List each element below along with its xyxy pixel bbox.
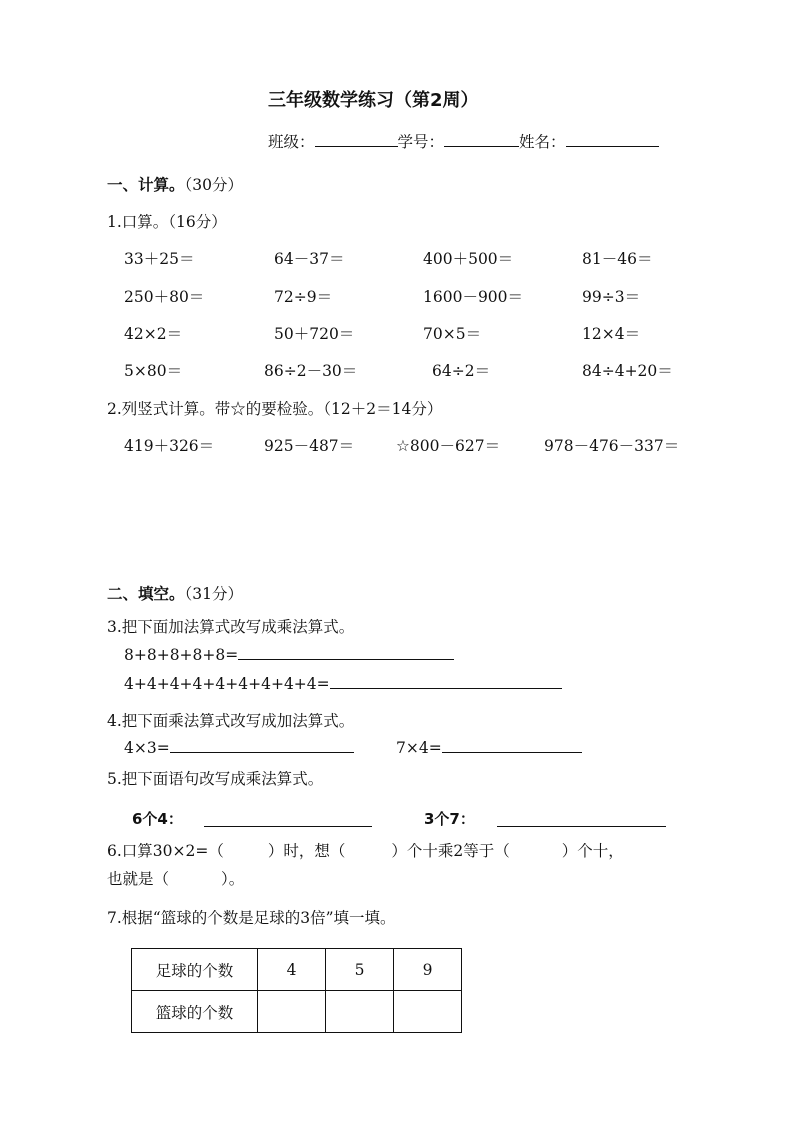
q1-item: 250＋80＝ xyxy=(124,288,205,306)
q3-answer-blank[interactable] xyxy=(330,688,562,689)
q1-item: 12×4＝ xyxy=(582,325,641,343)
table-row xyxy=(132,949,462,991)
q3-label: 3.把下面加法算式改写成乘法算式。 xyxy=(107,618,355,636)
q4-label: 4.把下面乘法算式改写成加法算式。 xyxy=(107,712,355,730)
table-answer-cell[interactable] xyxy=(394,991,462,1033)
q1-item: 5×80＝ xyxy=(124,362,183,380)
table-row-head: 足球的个数 xyxy=(132,949,258,991)
q1-item: 1600－900＝ xyxy=(423,288,524,306)
q1-label: 1.口算。（16分） xyxy=(107,213,227,231)
q1-item: 33＋25＝ xyxy=(124,250,195,268)
student-info-row xyxy=(268,130,659,152)
section2-heading: 二、填空。（31分） xyxy=(107,585,243,603)
q7-label: 7.根据“篮球的个数是足球的3倍”填一填。 xyxy=(107,909,396,927)
q2-item: 978－476－337＝ xyxy=(544,437,680,455)
number-blank[interactable] xyxy=(444,146,519,147)
q3-line1: 8+8+8+8+8= xyxy=(124,646,454,664)
name-blank[interactable] xyxy=(566,146,659,147)
q1-item: 70×5＝ xyxy=(423,325,482,343)
section1-heading: 一、计算。（30分） xyxy=(107,176,243,194)
q5-label: 5.把下面语句改写成乘法算式。 xyxy=(107,770,324,788)
q2-item: ☆800－627＝ xyxy=(396,437,501,455)
q1-item: 64－37＝ xyxy=(274,250,345,268)
q1-item: 50＋720＝ xyxy=(274,325,355,343)
q5-a: 6个4： xyxy=(132,810,183,828)
q4-answer-blank[interactable] xyxy=(170,752,354,753)
q3-answer-blank[interactable] xyxy=(238,659,454,660)
table-answer-cell[interactable] xyxy=(258,991,326,1033)
table-row-head: 篮球的个数 xyxy=(132,991,258,1033)
q3-line2: 4+4+4+4+4+4+4+4+4= xyxy=(124,675,562,693)
q1-item: 84÷4+20＝ xyxy=(582,362,673,380)
class-label: 班级： xyxy=(268,133,315,151)
q1-item: 81－46＝ xyxy=(582,250,653,268)
q4-b: 7×4= xyxy=(396,739,582,757)
page-title: 三年级数学练习（第2周） xyxy=(268,90,479,111)
name-label: 姓名： xyxy=(519,133,566,151)
table-cell: 9 xyxy=(394,949,462,991)
q2-item: 925－487＝ xyxy=(264,437,355,455)
table-cell: 5 xyxy=(326,949,394,991)
table-cell: 4 xyxy=(258,949,326,991)
q1-item: 64÷2＝ xyxy=(432,362,491,380)
q6-line1: 6.口算30×2=（ ）时，想（ ）个十乘2等于（ ）个十， xyxy=(107,842,624,860)
q1-item: 99÷3＝ xyxy=(582,288,641,306)
table-answer-cell[interactable] xyxy=(326,991,394,1033)
q1-item: 400＋500＝ xyxy=(423,250,514,268)
q2-item: 419＋326＝ xyxy=(124,437,215,455)
q1-item: 42×2＝ xyxy=(124,325,183,343)
q6-line2: 也就是（ ）。 xyxy=(107,870,245,888)
number-label: 学号： xyxy=(397,133,445,151)
q5-b-blank[interactable] xyxy=(497,826,666,827)
q5-b: 3个7： xyxy=(424,810,475,828)
q1-item: 72÷9＝ xyxy=(274,288,333,306)
table-row xyxy=(132,991,462,1033)
q4-a: 4×3= xyxy=(124,739,354,757)
q2-label: 2.列竖式计算。带☆的要检验。（12＋2＝14分） xyxy=(107,400,443,418)
q1-item: 86÷2－30＝ xyxy=(264,362,358,380)
q4-answer-blank[interactable] xyxy=(442,752,582,753)
class-blank[interactable] xyxy=(315,146,398,147)
q5-a-blank[interactable] xyxy=(204,826,372,827)
ball-count-table xyxy=(131,948,462,1033)
